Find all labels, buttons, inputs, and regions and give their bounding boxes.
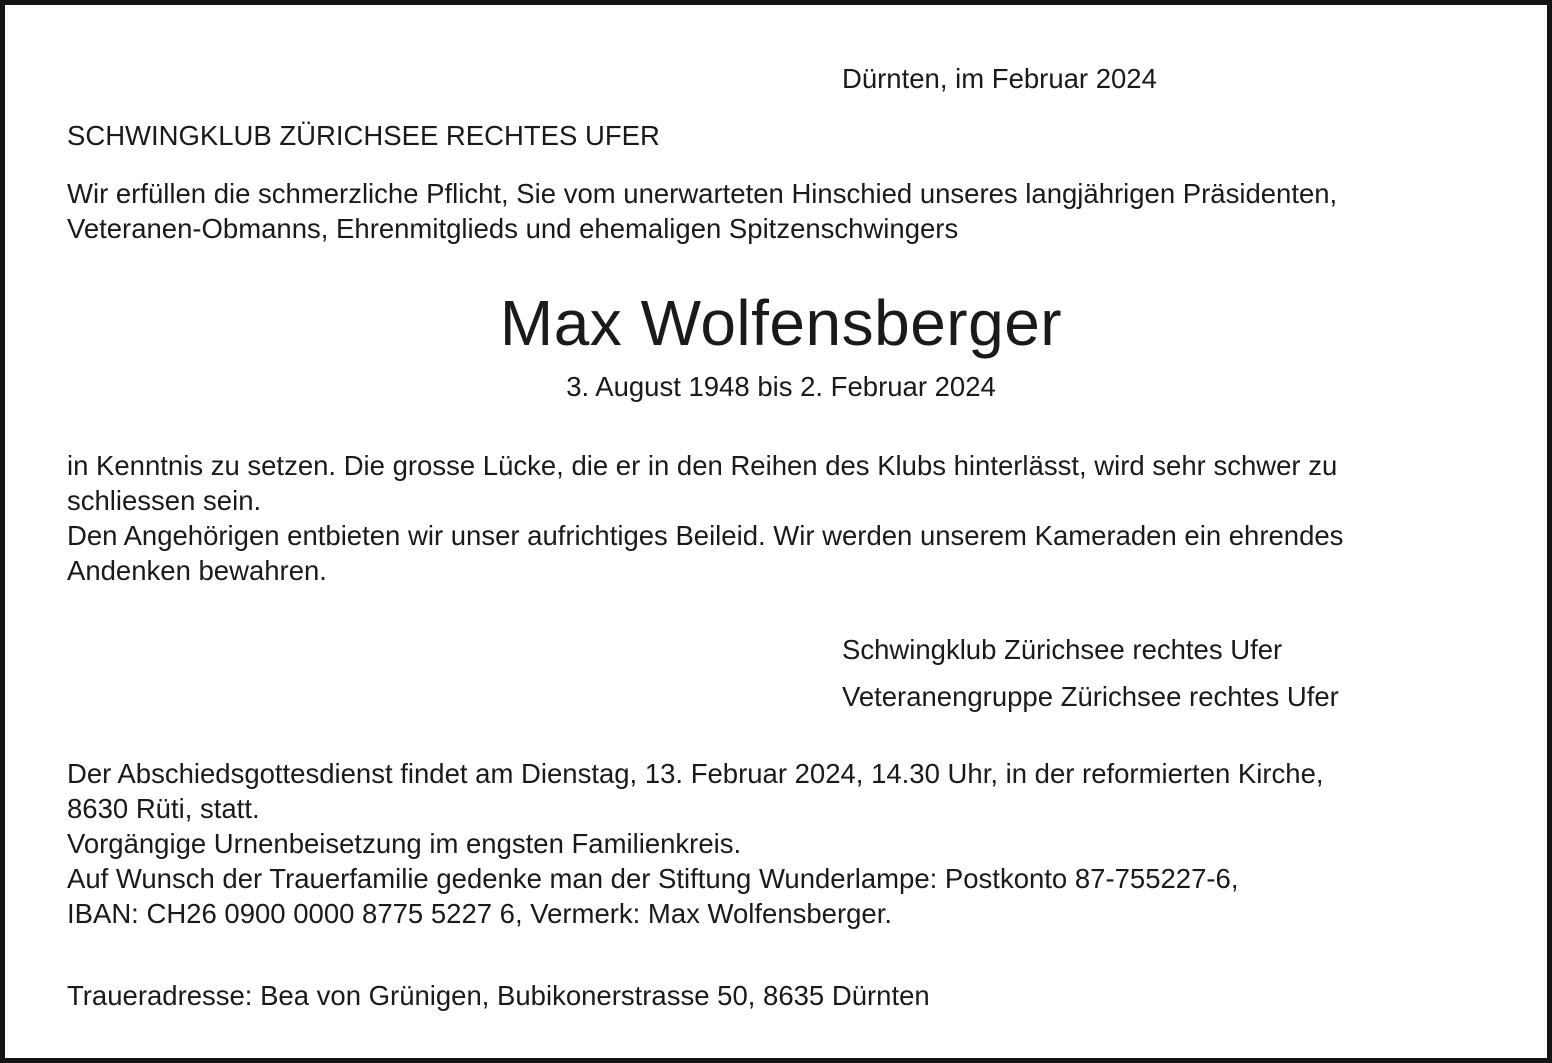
deceased-name: Max Wolfensberger [499, 287, 1063, 359]
service-line: IBAN: CH26 0900 0000 8775 5227 6, Vermerk: Max Wolfensberger. [67, 898, 892, 929]
intro-paragraph [67, 176, 1507, 246]
body-paragraph [67, 448, 1507, 588]
service-line: 8630 Rüti, statt. [67, 793, 260, 824]
place-and-date: Dürnten, im Februar 2024 [842, 63, 1157, 94]
signature-veterans: Veteranengruppe Zürichsee rechtes Ufer [842, 681, 1339, 712]
mourning-address: Traueradresse: Bea von Grünigen, Bubikonerstrasse 50, 8635 Dürnten [67, 980, 930, 1011]
body-line: Den Angehörigen entbieten wir unser aufrichtiges Beileid. Wir werden unserem Kameraden ein ehrendes [67, 520, 1344, 551]
service-line: Vorgängige Urnenbeisetzung im engsten Familienkreis. [67, 828, 742, 859]
intro-line: Wir erfüllen die schmerzliche Pflicht, Sie vom unerwarteten Hinschied unseres langjährigen Präsidenten, [67, 178, 1338, 209]
service-paragraph [67, 756, 1507, 931]
body-line: Andenken bewahren. [67, 555, 327, 586]
club-heading: SCHWINGKLUB ZÜRICHSEE RECHTES UFER [67, 120, 660, 151]
service-line: Auf Wunsch der Trauerfamilie gedenke man der Stiftung Wunderlampe: Postkonto 87-755227-6, [67, 863, 1239, 894]
intro-line: Veteranen-Obmanns, Ehrenmitglieds und ehemaligen Spitzenschwingers [67, 213, 959, 244]
body-line: schliessen sein. [67, 485, 262, 516]
signature-club: Schwingklub Zürichsee rechtes Ufer [842, 634, 1283, 665]
life-dates: 3. August 1948 bis 2. Februar 2024 [566, 371, 996, 402]
body-line: in Kenntnis zu setzen. Die grosse Lücke, die er in den Reihen des Klubs hinterlässt, wird sehr schwer zu [67, 450, 1338, 481]
service-line: Der Abschiedsgottesdienst findet am Dienstag, 13. Februar 2024, 14.30 Uhr, in der reformierten Kirche, [67, 758, 1324, 789]
